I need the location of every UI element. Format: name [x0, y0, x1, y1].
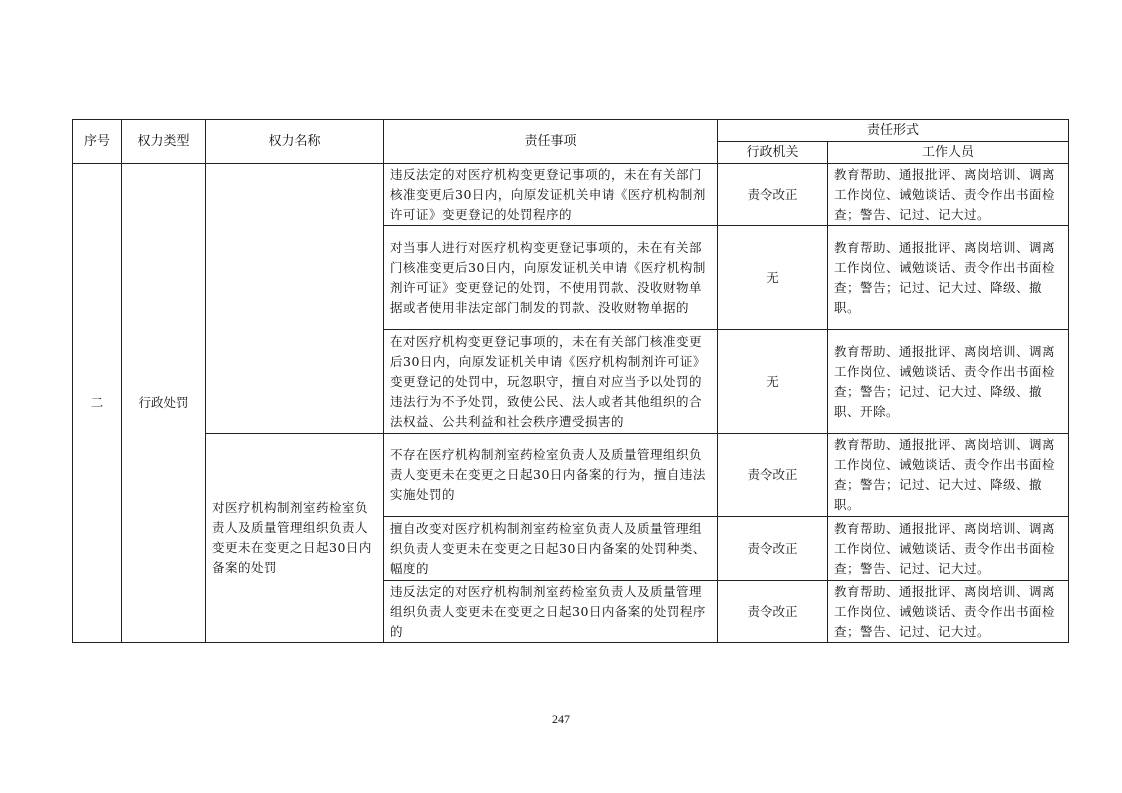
matter-cell: 对当事人进行对医疗机构变更登记事项的，未在有关部门核准变更后30日内，向原发证机关申请《医疗机构制剂许可证》变更登记的处罚，不使用罚款、没收财物单据或者使用非法定部门制发的罚款、没收财物单据的	[384, 226, 718, 330]
table-row	[73, 434, 1069, 517]
matter-cell: 违反法定的对医疗机构制剂室药检室负责人及质量管理组织负责人变更未在变更之日起30日内备案的处罚程序的	[384, 581, 718, 643]
header-form: 责任形式	[718, 120, 1069, 142]
seq-cell: 二	[73, 164, 122, 643]
agency-cell: 责令改正	[718, 164, 828, 226]
power-name-cell: 对医疗机构制剂室药检室负责人及质量管理组织负责人变更未在变更之日起30日内备案的处罚	[206, 434, 384, 643]
agency-cell: 责令改正	[718, 517, 828, 581]
header-matter: 责任事项	[384, 120, 718, 164]
agency-cell: 无	[718, 330, 828, 434]
agency-cell: 无	[718, 226, 828, 330]
staff-cell: 教育帮助、通报批评、离岗培训、调离工作岗位、诫勉谈话、责令作出书面检查；警告、记过、记大过。	[828, 581, 1069, 643]
staff-cell: 教育帮助、通报批评、离岗培训、调离工作岗位、诫勉谈话、责令作出书面检查；警告、记过、记大过。	[828, 517, 1069, 581]
matter-cell: 在对医疗机构变更登记事项的，未在有关部门核准变更后30日内，向原发证机关申请《医疗机构制剂许可证》变更登记的处罚中，玩忽职守，擅自对应当予以处罚的违法行为不予处罚，致使公民、法人或者其他组织的合法权益、公共利益和社会秩序遭受损害的	[384, 330, 718, 434]
staff-cell: 教育帮助、通报批评、离岗培训、调离工作岗位、诫勉谈话、责令作出书面检查；警告；记过、记大过、降级、撤职。	[828, 434, 1069, 517]
matter-cell: 违反法定的对医疗机构变更登记事项的，未在有关部门核准变更后30日内，向原发证机关申请《医疗机构制剂许可证》变更登记的处罚程序的	[384, 164, 718, 226]
power-type-cell: 行政处罚	[122, 164, 206, 643]
matter-cell: 不存在医疗机构制剂室药检室负责人及质量管理组织负责人变更未在变更之日起30日内备案的行为，擅自违法实施处罚的	[384, 434, 718, 517]
agency-cell: 责令改正	[718, 434, 828, 517]
header-power-name: 权力名称	[206, 120, 384, 164]
header-seq: 序号	[73, 120, 122, 164]
power-name-cell-empty	[206, 164, 384, 434]
staff-cell: 教育帮助、通报批评、离岗培训、调离工作岗位、诫勉谈话、责令作出书面检查；警告、记过、记大过。	[828, 164, 1069, 226]
staff-cell: 教育帮助、通报批评、离岗培训、调离工作岗位、诫勉谈话、责令作出书面检查；警告；记过、记大过、降级、撤职、开除。	[828, 330, 1069, 434]
header-power-type: 权力类型	[122, 120, 206, 164]
table-row	[73, 164, 1069, 226]
matter-cell: 擅自改变对医疗机构制剂室药检室负责人及质量管理组织负责人变更未在变更之日起30日内备案的处罚种类、幅度的	[384, 517, 718, 581]
staff-cell: 教育帮助、通报批评、离岗培训、调离工作岗位、诫勉谈话、责令作出书面检查；警告；记过、记大过、降级、撤职。	[828, 226, 1069, 330]
header-staff: 工作人员	[828, 142, 1069, 164]
header-agency: 行政机关	[718, 142, 828, 164]
agency-cell: 责令改正	[718, 581, 828, 643]
responsibility-table	[72, 119, 1069, 643]
page-number: 247	[552, 712, 570, 726]
